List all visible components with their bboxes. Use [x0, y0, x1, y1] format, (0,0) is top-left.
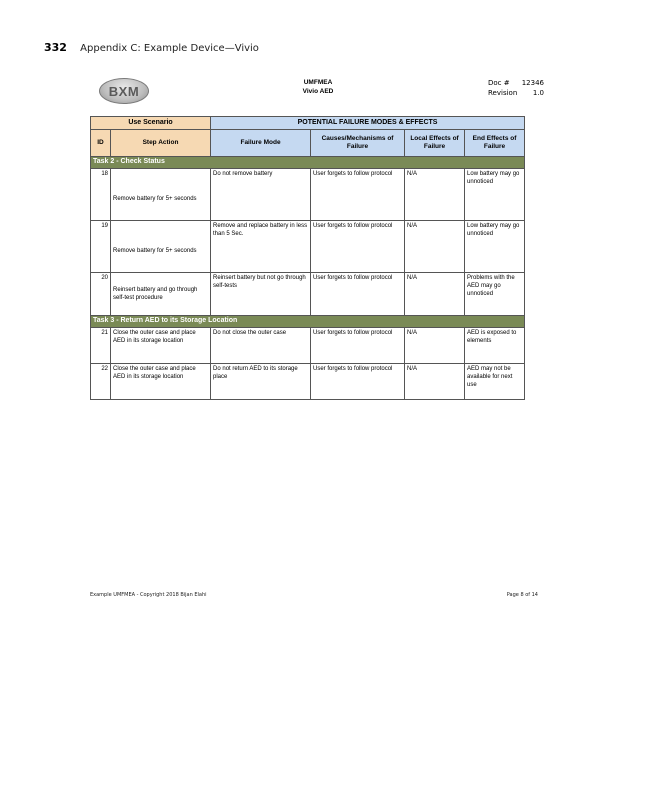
col-end-effects: End Effects of Failure	[465, 130, 525, 157]
task-header-row	[91, 157, 525, 169]
row-failure-mode: Remove and replace battery in less than 5 Sec.	[211, 221, 311, 273]
table-row	[91, 221, 525, 273]
revision-label: Revision	[488, 89, 518, 97]
task-title: Task 3 - Return AED to its Storage Location	[91, 316, 525, 328]
row-id: 18	[91, 169, 111, 221]
table-row	[91, 273, 525, 316]
group-header-row	[91, 117, 525, 130]
column-header-row	[91, 130, 525, 157]
col-local-effects: Local Effects of Failure	[405, 130, 465, 157]
potential-failure-header: POTENTIAL FAILURE MODES & EFFECTS	[211, 117, 525, 130]
row-id: 19	[91, 221, 111, 273]
use-scenario-header: Use Scenario	[91, 117, 211, 130]
row-failure-mode: Do not close the outer case	[211, 328, 311, 364]
fmea-table	[90, 116, 525, 400]
row-cause: User forgets to follow protocol	[311, 221, 405, 273]
row-step-action: Remove battery for 5+ seconds	[111, 221, 211, 273]
running-head	[44, 41, 259, 54]
footer-copyright: Example UMFMEA - Copyright 2018 Bijan Elahi	[90, 592, 207, 598]
doc-title-block	[278, 78, 358, 96]
row-end-effect: AED is exposed to elements	[465, 328, 525, 364]
row-step-action: Reinsert battery and go through self-test procedure	[111, 273, 211, 316]
row-end-effect: AED may not be available for next use	[465, 364, 525, 400]
row-step-action: Remove battery for 5+ seconds	[111, 169, 211, 221]
row-cause: User forgets to follow protocol	[311, 328, 405, 364]
row-end-effect: Low battery may go unnoticed	[465, 169, 525, 221]
row-cause: User forgets to follow protocol	[311, 169, 405, 221]
doc-meta	[488, 78, 544, 98]
row-step-action: Close the outer case and place AED in its storage location	[111, 328, 211, 364]
row-id: 20	[91, 273, 111, 316]
row-local-effect: N/A	[405, 273, 465, 316]
row-id: 21	[91, 328, 111, 364]
row-cause: User forgets to follow protocol	[311, 273, 405, 316]
table-row	[91, 364, 525, 400]
task-header-row	[91, 316, 525, 328]
doc-number-label: Doc #	[488, 79, 510, 87]
doc-subtitle: Vivio AED	[302, 88, 334, 95]
col-causes: Causes/Mechanisms of Failure	[311, 130, 405, 157]
row-step-action: Close the outer case and place AED in its storage location	[111, 364, 211, 400]
page-number: 332	[44, 41, 67, 54]
row-local-effect: N/A	[405, 364, 465, 400]
col-step-action: Step Action	[111, 130, 211, 157]
table-row	[91, 328, 525, 364]
col-failure-mode: Failure Mode	[211, 130, 311, 157]
revision-value: 1.0	[532, 89, 544, 97]
doc-title: UMFMEA	[303, 79, 333, 86]
bxm-logo	[99, 78, 149, 104]
doc-number-value: 12346	[521, 79, 544, 87]
table-row	[91, 169, 525, 221]
row-end-effect: Low battery may go unnoticed	[465, 221, 525, 273]
footer-page: Page 8 of 14	[506, 592, 538, 598]
row-failure-mode: Reinsert battery but not go through self-tests	[211, 273, 311, 316]
row-end-effect: Problems with the AED may go unnoticed	[465, 273, 525, 316]
row-local-effect: N/A	[405, 328, 465, 364]
row-id: 22	[91, 364, 111, 400]
row-cause: User forgets to follow protocol	[311, 364, 405, 400]
row-failure-mode: Do not return AED to its storage place	[211, 364, 311, 400]
logo-text: BXM	[108, 83, 140, 99]
running-title: Appendix C: Example Device—Vivio	[80, 43, 259, 54]
row-local-effect: N/A	[405, 221, 465, 273]
col-id: ID	[91, 130, 111, 157]
row-failure-mode: Do not remove battery	[211, 169, 311, 221]
task-title: Task 2 - Check Status	[91, 157, 525, 169]
row-local-effect: N/A	[405, 169, 465, 221]
